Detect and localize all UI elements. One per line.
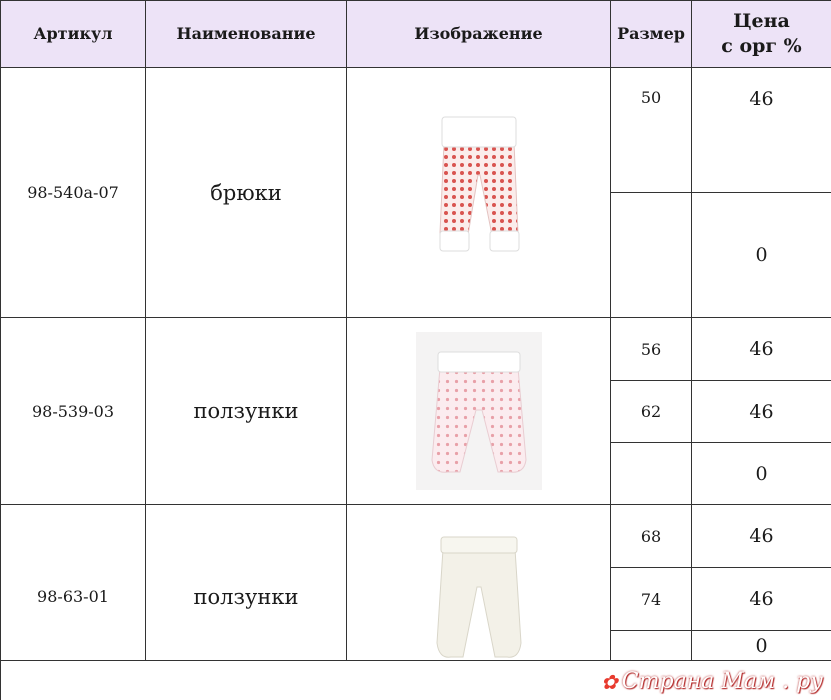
item-price: 46: [692, 68, 831, 193]
header-article: Артикул: [1, 1, 146, 68]
header-size: Размер: [611, 1, 692, 68]
item-size: 50: [611, 68, 692, 193]
site-watermark: ✿ Страна Мам . ру: [601, 669, 823, 694]
item-size: 56: [611, 318, 692, 381]
item-size: [611, 631, 692, 661]
item-size: 74: [611, 568, 692, 631]
item-size: 62: [611, 381, 692, 443]
item-price: 46: [692, 505, 831, 568]
pants-red-dots-icon: [434, 113, 524, 273]
item-price: 0: [692, 631, 831, 661]
item-size: [611, 443, 692, 505]
item-article: 98-540a-07: [1, 68, 146, 318]
item-name: ползунки: [146, 318, 347, 505]
header-image: Изображение: [347, 1, 611, 68]
item-name: брюки: [146, 68, 347, 318]
header-name: Наименование: [146, 1, 347, 68]
romper-cream-icon: [433, 531, 525, 661]
item-image-pants-red-dots: [347, 68, 611, 318]
item-article: 98-539-03: [1, 318, 146, 505]
item-price: 46: [692, 381, 831, 443]
item-price: 46: [692, 568, 831, 631]
item-article: 98-63-01: [1, 505, 146, 661]
item-size: [611, 193, 692, 318]
item-image-romper-pink-dots: [347, 318, 611, 505]
item-size: 68: [611, 505, 692, 568]
item-image-romper-cream: [347, 505, 611, 661]
romper-pink-dots-icon: [416, 332, 542, 490]
item-price: 0: [692, 193, 831, 318]
item-name: ползунки: [146, 505, 347, 661]
item-price: 0: [692, 443, 831, 505]
item-price: 46: [692, 318, 831, 381]
header-price: Цена с орг %: [692, 1, 831, 68]
watermark-logo-icon: ✿: [601, 669, 618, 694]
